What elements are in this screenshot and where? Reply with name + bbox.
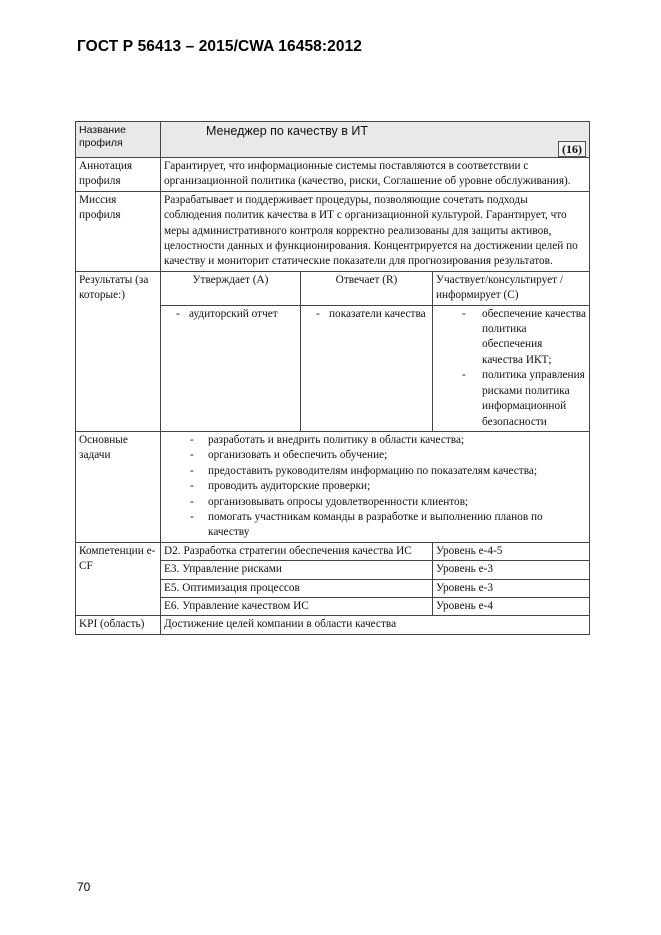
tasks-row xyxy=(76,431,590,542)
tasks-label: Основные задачи xyxy=(76,431,161,542)
kpi-row xyxy=(76,616,590,634)
tasks-list xyxy=(164,433,586,541)
kpi-label: KPI (область) xyxy=(76,616,161,634)
results-label: Результаты (за которые:) xyxy=(76,271,161,431)
responsible-list xyxy=(304,307,429,322)
profile-title: Менеджер по качеству в ИТ xyxy=(206,124,368,138)
list-item: - организовывать опросы удовлетворенности клиентов; xyxy=(164,495,586,510)
results-approves-header: Утверждает (A) xyxy=(161,271,301,305)
kpi-text: Достижение целей компании в области качества xyxy=(161,616,590,634)
competence-level: Уровень e-3 xyxy=(433,561,590,579)
document-header: ГОСТ Р 56413 – 2015/CWA 16458:2012 xyxy=(77,38,363,55)
approves-list xyxy=(164,307,297,322)
mission-label: Миссия профиля xyxy=(76,191,161,271)
list-item: - предоставить руководителям информацию по показателям качества; xyxy=(164,464,586,479)
page-number: 70 xyxy=(77,880,91,894)
list-item: - показатели качества xyxy=(304,307,429,322)
profile-code-badge xyxy=(164,142,586,156)
competence-name: E5. Оптимизация процессов xyxy=(161,579,433,597)
mission-text: Разрабатывает и поддерживает процедуры, позволяющие сочетать подходы соблюдения политик качества в ИТ с организационной культурой. Гарантирует, что меры административного контроля корректно реализованы для защиты активов, целостности данных и функционирования. Концентрируется на достижении целей по качеству и мониторит статические показатели для прогнозирования результатов. xyxy=(161,191,590,271)
profile-code: (16) xyxy=(558,141,586,157)
profile-title-cell xyxy=(161,122,590,158)
consults-list xyxy=(436,307,586,430)
list-item: - организовать и обеспечить обучение; xyxy=(164,448,586,463)
competence-name: E3. Управление рисками xyxy=(161,561,433,579)
annotation-row xyxy=(76,158,590,192)
annotation-text: Гарантирует, что информационные системы поставляются в соответствии с организационной политика (качество, риски, Соглашение об уровне обслуживания). xyxy=(161,158,590,192)
competence-level: Уровень e-4-5 xyxy=(433,542,590,560)
mission-row xyxy=(76,191,590,271)
annotation-label: Аннотация профиля xyxy=(76,158,161,192)
results-consults-header: Участвует/консультирует /информирует (C) xyxy=(433,271,590,305)
results-responsible-header: Отвечает (R) xyxy=(301,271,433,305)
competence-row xyxy=(76,542,590,560)
competences-label: Компетенции e-CF xyxy=(76,542,161,616)
competence-name: E6. Управление качеством ИС xyxy=(161,597,433,615)
list-item: - разработать и внедрить политику в области качества; xyxy=(164,433,586,448)
profile-name-row xyxy=(76,122,590,158)
results-header-row xyxy=(76,271,590,305)
tasks-cell xyxy=(161,431,590,542)
list-item: - проводить аудиторские проверки; xyxy=(164,479,586,494)
competence-level: Уровень e-3 xyxy=(433,579,590,597)
list-item: - аудиторский отчет xyxy=(164,307,297,322)
results-consults-cell xyxy=(433,305,590,431)
competence-name: D2. Разработка стратегии обеспечения качества ИС xyxy=(161,542,433,560)
profile-name-label: Название профиля xyxy=(76,122,161,158)
results-approves-cell xyxy=(161,305,301,431)
list-item: - политика управления рисками политика информационной безопасности xyxy=(436,368,586,430)
competence-level: Уровень e-4 xyxy=(433,597,590,615)
results-responsible-cell xyxy=(301,305,433,431)
list-item: - обеспечение качества политика обеспечения качества ИКТ; xyxy=(436,307,586,369)
profile-table xyxy=(75,121,590,635)
list-item: - помогать участникам команды в разработке и выполнению планов по качеству xyxy=(164,510,586,541)
